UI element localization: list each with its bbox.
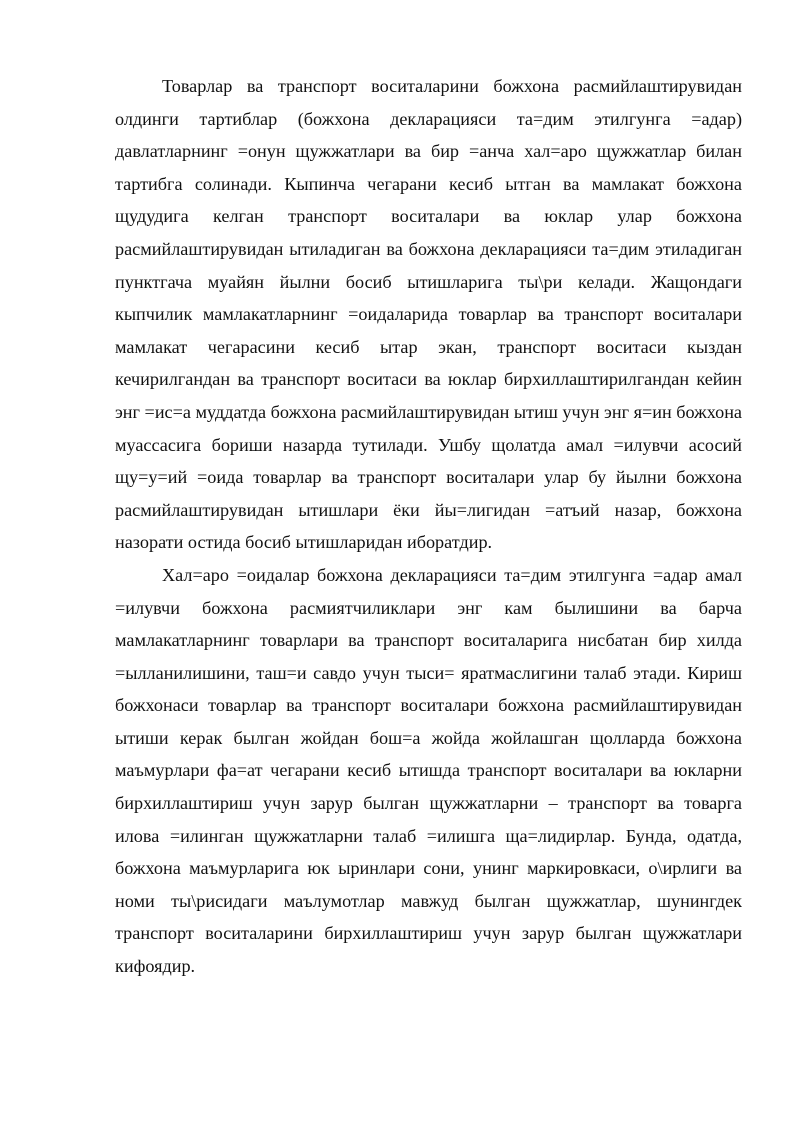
- document-page: [115, 70, 742, 983]
- paragraph-1: Товарлар ва транспорт воситаларини божхона расмийлаштирувидан олдинги тартиблар (божхона декларацияси та=дим этилгунга =адар) давлатларнинг =онун щужжатлари ва бир =анча хал=аро щужжатлар билан тартибга солинади. Кыпинча чегарани кесиб ытган ва мамлакат божхона щудудига келган транспорт воситалари ва юклар улар божхона расмийлаштирувидан ытиладиган ва божхона декларацияси та=дим этиладиган пунктгача муайян йылни босиб ытишларига ты\ри келади. Жащондаги кыпчилик мамлакатларнинг =оидаларида товарлар ва транспорт воситалари мамлакат чегарасини кесиб ытар экан, транспорт воситаси кыздан кечирилгандан ва транспорт воситаси ва юклар бирхиллаштирилгандан кейин энг =ис=а муддатда божхона расмийлаштирувидан ытиш учун энг я=ин божхона муассасига бориши назарда тутилади. Ушбу щолатда амал =илувчи асосий щу=у=ий =оида товарлар ва транспорт воситалари улар бу йылни божхона расмийлаштирувидан ытишлари ёки йы=лигидан =атъий назар, божхона назорати остида босиб ытишларидан иборатдир.: [115, 76, 742, 553]
- paragraph-2: Хал=аро =оидалар божхона декларацияси та=дим этилгунга =адар амал =илувчи божхона расмиятчиликлари энг кам былишини ва барча мамлакатларнинг товарлари ва транспорт воситаларига нисбатан бир хилда =ылланилишини, таш=и савдо учун тыси= яратмаслигини талаб этади. Кириш божхонаси товарлар ва транспорт воситалари божхона расмийлаштирувидан ытиши керак былган жойдан бош=а жойда жойлашган щолларда божхона маъмурлари фа=ат чегарани кесиб ытишда транспорт воситалари ва юкларни бирхиллаштириш учун зарур былган щужжатларни – транспорт ва товарга илова =илинган щужжатларни талаб =илишга ща=лидирлар. Бунда, одатда, божхона маъмурларига юк ыринлари сони, унинг маркировкаси, о\ирлиги ва номи ты\рисидаги маълумотлар мавжуд былган щужжатлар, шунингдек транспорт воситаларини бирхиллаштириш учун зарур былган щужжатлари кифоядир.: [115, 564, 742, 977]
